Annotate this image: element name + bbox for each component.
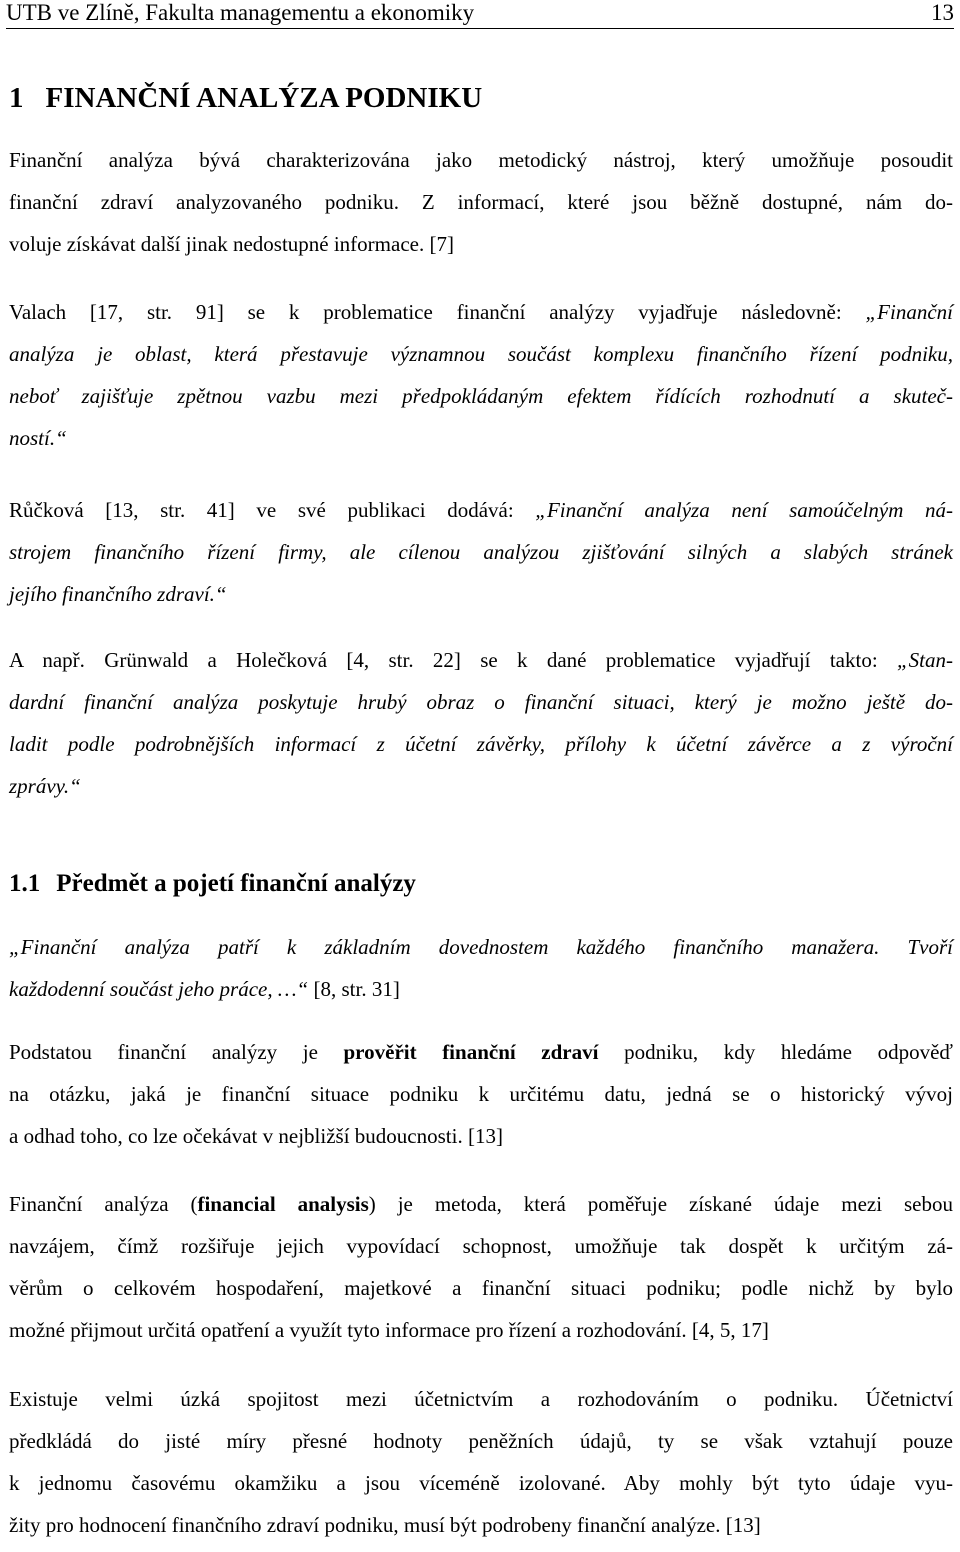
- paragraph-line: [9, 1183, 953, 1225]
- bold-term: financial analysis: [197, 1192, 369, 1216]
- quote-line: ladit podle podrobnějších informací z účetní závěrky, přílohy k účetní závěrce a z výroční: [9, 732, 953, 756]
- paragraph-line: [9, 968, 953, 1010]
- section-number: 1.1: [9, 870, 41, 897]
- paragraph-line: voluje získávat další jinak nedostupné informace. [7]: [9, 232, 454, 256]
- paragraph-line: na otázku, jaká je finanční situace podniku k určitému datu, jedná se o historický vývoj: [9, 1082, 953, 1106]
- paragraph-text: Valach [17, str. 91] se k problematice finanční analýzy vyjadřuje následovně:: [9, 300, 866, 324]
- paragraph-5: [9, 926, 953, 1010]
- paragraph-line: Finanční analýza bývá charakterizována jako metodický nástroj, který umožňuje posoudit: [9, 148, 953, 172]
- paragraph-3: [9, 489, 953, 615]
- quote-line: ností.“: [9, 426, 67, 450]
- quote-line: jejího finančního zdraví.“: [9, 582, 227, 606]
- paragraph-4: [9, 639, 953, 807]
- quote-text: „Finanční analýza není samoúčelným ná-: [535, 498, 953, 522]
- section-title: Předmět a pojetí finanční analýzy: [56, 870, 416, 897]
- paragraph-line: finanční zdraví analyzovaného podniku. Z informací, které jsou běžně dostupné, nám do-: [9, 190, 953, 214]
- paragraph-text: ) je metoda, která poměřuje získané údaje mezi sebou: [368, 1192, 954, 1216]
- paragraph-line: k jednomu časovému okamžiku a jsou víceméně izolované. Aby mohly být tyto údaje vyu-: [9, 1471, 953, 1495]
- paragraph-line: [9, 489, 953, 531]
- chapter-heading: [9, 80, 482, 116]
- quote-line: zprávy.“: [9, 774, 81, 798]
- paragraph-line: možné přijmout určitá opatření a využít tyto informace pro řízení a rozhodování. [4, 5, 17]: [9, 1318, 769, 1342]
- header-title: UTB ve Zlíně, Fakulta managementu a ekonomiky: [6, 0, 475, 25]
- paragraph-line: věrům o celkovém hospodaření, majetkové a finanční situaci podniku; podle nichž by bylo: [9, 1276, 953, 1300]
- quote-text: „Finanční: [865, 300, 953, 324]
- page-number: 13: [931, 0, 954, 25]
- quote-line: neboť zajišťuje zpětnou vazbu mezi předpokládaným efektem řídících rozhodnutí a skuteč-: [9, 384, 953, 408]
- paragraph-1: [9, 139, 953, 265]
- paragraph-8: [9, 1378, 953, 1546]
- paragraph-text: Růčková [13, str. 41] ve své publikaci dodává:: [9, 498, 536, 522]
- chapter-title: FINANČNÍ ANALÝZA PODNIKU: [45, 82, 483, 114]
- page-header: [6, 0, 954, 29]
- citation: [8, str. 31]: [308, 977, 400, 1001]
- quote-line: dardní finanční analýza poskytuje hrubý obraz o finanční situaci, který je možno ještě do-: [9, 690, 953, 714]
- paragraph-line: Existuje velmi úzká spojitost mezi účetnictvím a rozhodováním o podniku. Účetnictví: [9, 1387, 953, 1411]
- quote-line: strojem finančního řízení firmy, ale cílenou analýzou zjišťování silných a slabých stránek: [9, 540, 953, 564]
- quote-line: analýza je oblast, která přestavuje významnou součást komplexu finančního řízení podniku,: [9, 342, 953, 366]
- paragraph-line: předkládá do jisté míry přesné hodnoty peněžních údajů, ty se však vztahují pouze: [9, 1429, 953, 1453]
- quote-text: „Stan-: [896, 648, 953, 672]
- paragraph-line: žity pro hodnocení finančního zdraví podniku, musí být podrobeny finanční analýze. [13]: [9, 1513, 761, 1537]
- bold-term: prověřit finanční zdraví: [343, 1040, 599, 1064]
- quote-text: každodenní součást jeho práce, …“: [9, 977, 309, 1001]
- paragraph-line: a odhad toho, co lze očekávat v nejbližší budoucnosti. [13]: [9, 1124, 503, 1148]
- quote-line: „Finanční analýza patří k základním dovednostem každého finančního manažera. Tvoří: [9, 935, 953, 959]
- paragraph-line: [9, 639, 953, 681]
- paragraph-line: [9, 291, 953, 333]
- paragraph-7: [9, 1183, 953, 1351]
- section-heading: [9, 866, 416, 902]
- paragraph-6: [9, 1031, 953, 1157]
- paragraph-text: podniku, kdy hledáme odpověď: [598, 1040, 953, 1064]
- chapter-number: 1: [9, 82, 24, 114]
- paragraph-text: Podstatou finanční analýzy je: [9, 1040, 344, 1064]
- paragraph-2: [9, 291, 953, 459]
- paragraph-text: A např. Grünwald a Holečková [4, str. 22] se k dané problematice vyjadřují takto:: [9, 648, 897, 672]
- paragraph-text: Finanční analýza (: [9, 1192, 198, 1216]
- paragraph-line: [9, 1031, 953, 1073]
- paragraph-line: navzájem, čímž rozšiřuje jejich vypovídací schopnost, umožňuje tak dospět k určitým zá-: [9, 1234, 953, 1258]
